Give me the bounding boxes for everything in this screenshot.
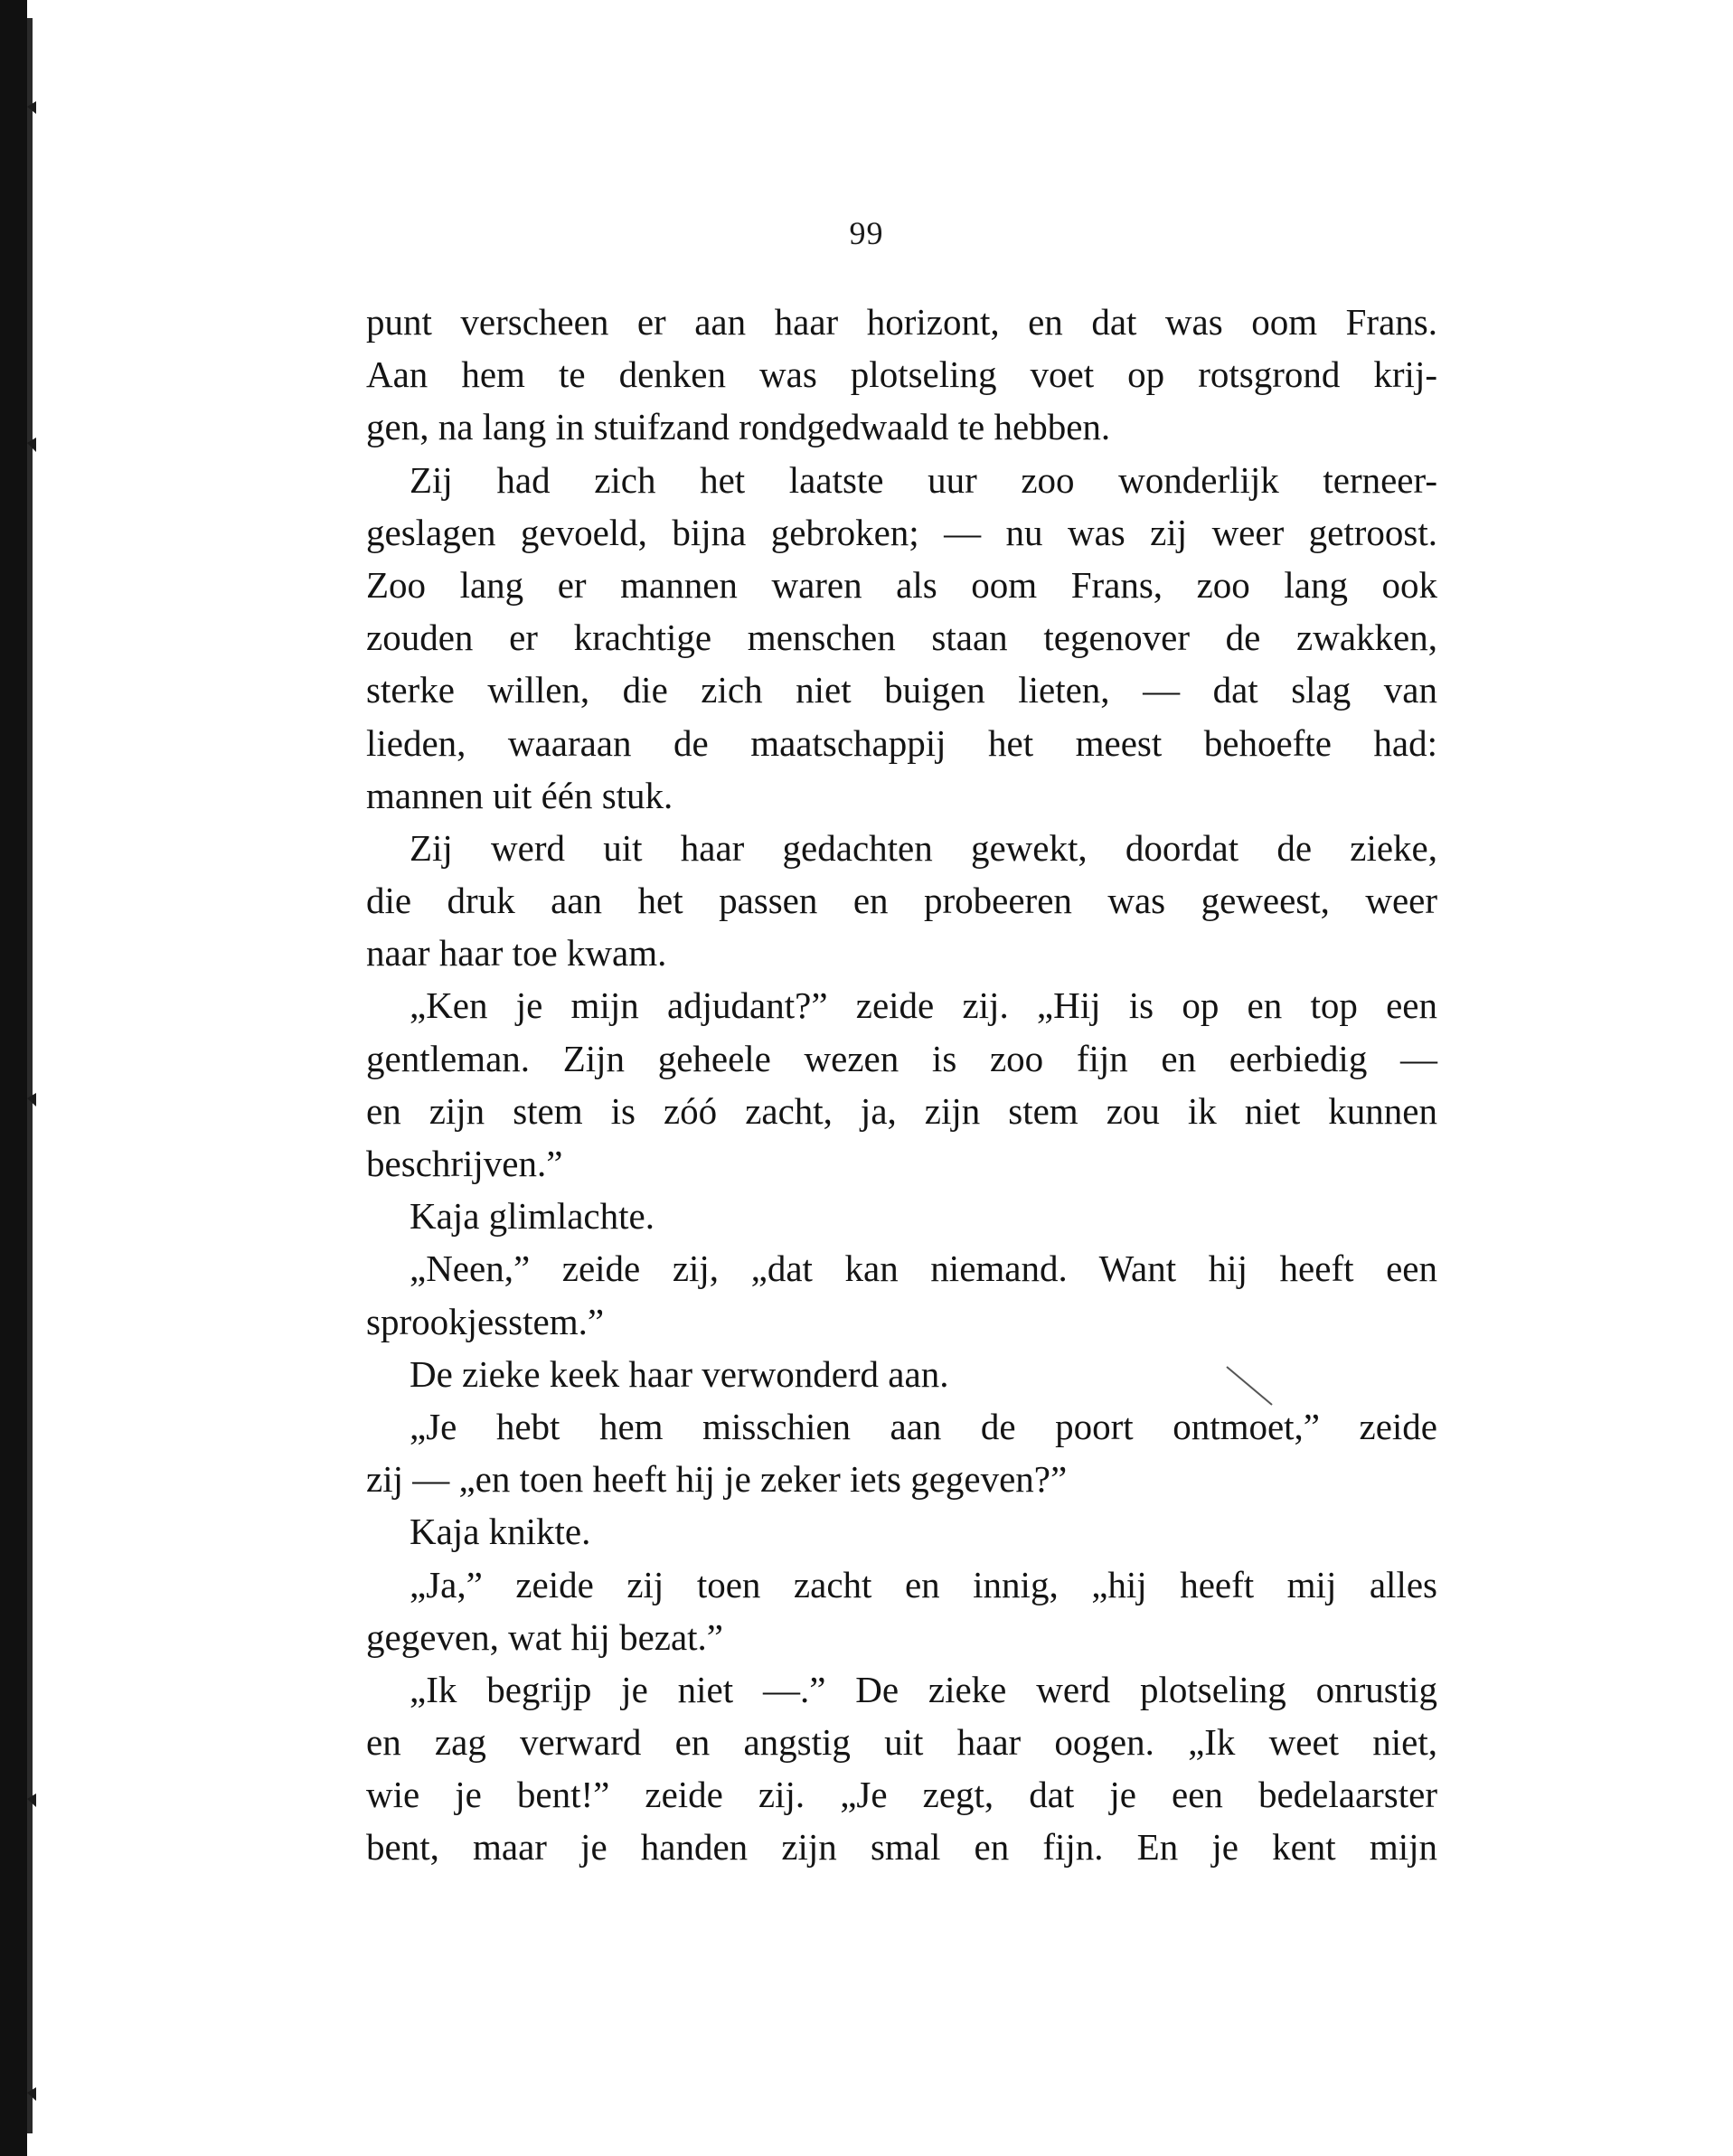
text-line: „Ken je mijn adjudant?” zeide zij. „Hij is op en top een: [410, 984, 1437, 1027]
text-line: en zijn stem is zóó zacht, ja, zijn stem zou ik niet kunnen: [366, 1089, 1437, 1132]
text-line: Kaja glimlachte.: [410, 1195, 655, 1238]
text-line: gentleman. Zijn geheele wezen is zoo fijn en eerbiedig —: [366, 1037, 1437, 1079]
text-line: Aan hem te denken was plotseling voet op rotsgrond krij-: [366, 353, 1437, 396]
text-line: mannen uit één stuk.: [366, 774, 673, 816]
text-line: die druk aan het passen en probeeren was geweest, weer: [366, 880, 1437, 922]
text-line: sprookjesstem.”: [366, 1300, 605, 1342]
page-number: 99: [849, 215, 884, 251]
pencil-mark: [1225, 1365, 1279, 1410]
text-line: lieden, waaraan de maatschappij het meest behoefte had:: [366, 721, 1437, 764]
text-line: bent, maar je handen zijn smal en fijn. En je kent mijn: [366, 1826, 1437, 1869]
text-line: en zag verward en angstig uit haar oogen. „Ik weet niet,: [366, 1721, 1437, 1764]
text-line: zouden er krachtige menschen staan tegenover de zwakken,: [366, 617, 1437, 659]
text-line: geslagen gevoeld, bijna gebroken; — nu was zij weer getroost.: [366, 511, 1437, 553]
text-line: „Neen,” zeide zij, „dat kan niemand. Want hij heeft een: [410, 1247, 1437, 1290]
text-line: „Ja,” zeide zij toen zacht en innig, „hij heeft mij alles: [410, 1563, 1437, 1605]
text-line: zij — „en toen heeft hij je zeker iets gegeven?”: [366, 1458, 1068, 1501]
text-line: Zoo lang er mannen waren als oom Frans, zoo lang ook: [366, 563, 1437, 606]
text-line: punt verscheen er aan haar horizont, en dat was oom Frans.: [366, 301, 1437, 343]
text-line: Kaja knikte.: [410, 1511, 591, 1553]
text-line: Zij had zich het laatste uur zoo wonderlijk terneer-: [410, 458, 1437, 501]
text-line: naar haar toe kwam.: [366, 932, 667, 974]
text-line: De zieke keek haar verwonderd aan.: [410, 1352, 949, 1395]
text-line: gen, na lang in stuifzand rondgedwaald te hebben.: [366, 406, 1111, 448]
text-line: gegeven, wat hij bezat.”: [366, 1615, 724, 1658]
text-line: „Ik begrijp je niet —.” De zieke werd plotseling onrustig: [410, 1668, 1437, 1710]
binding-edge: [0, 0, 36, 2156]
text-line: wie je bent!” zeide zij. „Je zegt, dat je een bedelaarster: [366, 1774, 1437, 1816]
text-line: Zij werd uit haar gedachten gewekt, doordat de zieke,: [410, 826, 1437, 869]
text-line: beschrijven.”: [366, 1143, 563, 1184]
text-line: sterke willen, die zich niet buigen lieten, — dat slag van: [366, 669, 1437, 711]
text-line: „Je hebt hem misschien aan de poort ontmoet,” zeide: [410, 1405, 1437, 1447]
body-text: [366, 296, 1437, 1874]
